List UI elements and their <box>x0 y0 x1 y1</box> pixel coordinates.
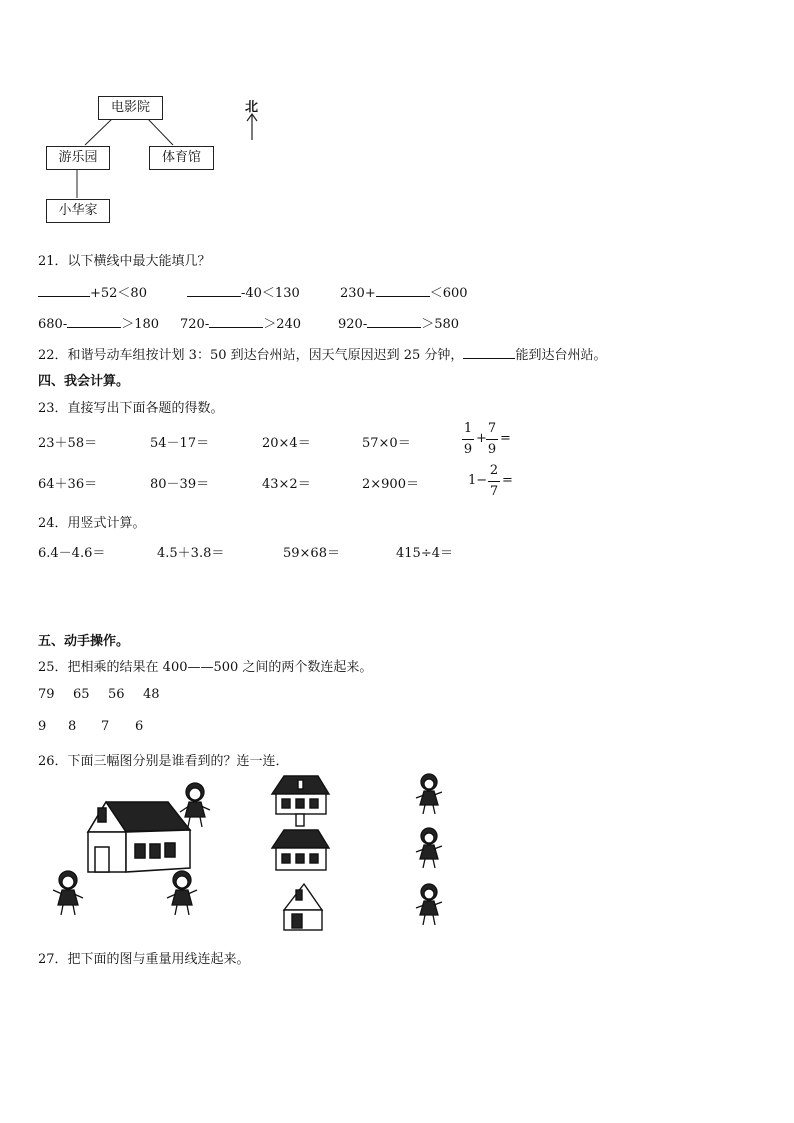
q21-title: 21．以下横线中最大能填几？ <box>38 254 211 269</box>
q21-item-6: 920- ＞580 <box>338 317 460 332</box>
q23-item: 23＋58＝ <box>38 436 98 451</box>
q27-title: 27．把下面的图与重量用线连起来。 <box>38 952 250 967</box>
house-perspective-icon <box>88 802 190 872</box>
answer-blank[interactable] <box>376 284 430 297</box>
q22-text: 22．和谐号动车组按计划 3：50 到达台州站，因天气原因迟到 25 分钟， 能到达台州站。 <box>38 348 607 363</box>
q24-item: 59×68＝ <box>283 546 340 561</box>
q25-number: 7 <box>101 719 110 734</box>
q21-item-2: -40＜130 <box>187 282 300 301</box>
q21-item-5: 720- ＞240 <box>180 317 302 332</box>
q26-title: 26．下面三幅图分别是谁看到的？连一连． <box>38 754 289 769</box>
q25-number: 65 <box>73 687 90 702</box>
house-side-view-icon <box>284 884 322 930</box>
q23-item: 20×4＝ <box>262 436 311 451</box>
q23-title: 23．直接写出下面各题的得数。 <box>38 401 224 416</box>
q23-item: 57×0＝ <box>362 436 411 451</box>
q21-item-4: 680- ＞180 <box>38 317 160 332</box>
q24-title: 24．用竖式计算。 <box>38 516 146 531</box>
q23-item: 2×900＝ <box>362 477 419 492</box>
child-figure-icon <box>180 783 210 827</box>
child-figure-icon <box>416 884 442 925</box>
q25-number: 8 <box>68 719 77 734</box>
q25-title: 25．把相乘的结果在 400——500 之间的两个数连起来。 <box>38 660 373 675</box>
q23-item: 54－17＝ <box>150 436 210 451</box>
q23-item: 80－39＝ <box>150 477 210 492</box>
answer-blank[interactable] <box>187 284 241 297</box>
child-figure-icon <box>53 871 83 915</box>
answer-blank[interactable] <box>209 315 263 328</box>
q23-item: 64＋36＝ <box>38 477 98 492</box>
q24-item: 415÷4＝ <box>396 546 453 561</box>
q23-fraction-sum: 1 9 + 7 9 = <box>463 421 511 457</box>
q25-number: 9 <box>38 719 47 734</box>
answer-blank[interactable] <box>67 315 121 328</box>
q24-item: 6.4－4.6＝ <box>38 546 106 561</box>
q24-item: 4.5＋3.8＝ <box>157 546 225 561</box>
map-box-amusement-park: 游乐园 <box>46 146 110 170</box>
house-door-view-icon <box>272 814 329 870</box>
q21-item-3: 230+ ＜600 <box>340 286 468 301</box>
map-box-cinema: 电影院 <box>98 96 163 120</box>
house-front-view-icon <box>272 776 329 814</box>
answer-blank[interactable] <box>367 315 421 328</box>
q26-illustration <box>40 772 460 937</box>
q25-number: 56 <box>108 687 125 702</box>
map-box-gymnasium: 体育馆 <box>149 146 214 170</box>
section-4-heading: 四、我会计算。 <box>38 374 130 389</box>
q21-item-1: +52＜80 <box>38 282 147 301</box>
child-figure-icon <box>416 774 442 814</box>
q25-number: 48 <box>143 687 160 702</box>
q23-item: 43×2＝ <box>262 477 311 492</box>
north-label: 北 <box>245 100 259 115</box>
map-box-xiaohua-home: 小华家 <box>46 199 110 223</box>
q25-number: 6 <box>135 719 144 734</box>
section-5-heading: 五、动手操作。 <box>38 634 130 649</box>
child-figure-icon <box>167 871 197 915</box>
answer-blank[interactable] <box>38 284 90 297</box>
answer-blank[interactable] <box>463 346 515 359</box>
q25-number: 79 <box>38 687 55 702</box>
q23-fraction-diff: 1− 2 7 = <box>468 463 513 499</box>
child-figure-icon <box>416 828 442 868</box>
